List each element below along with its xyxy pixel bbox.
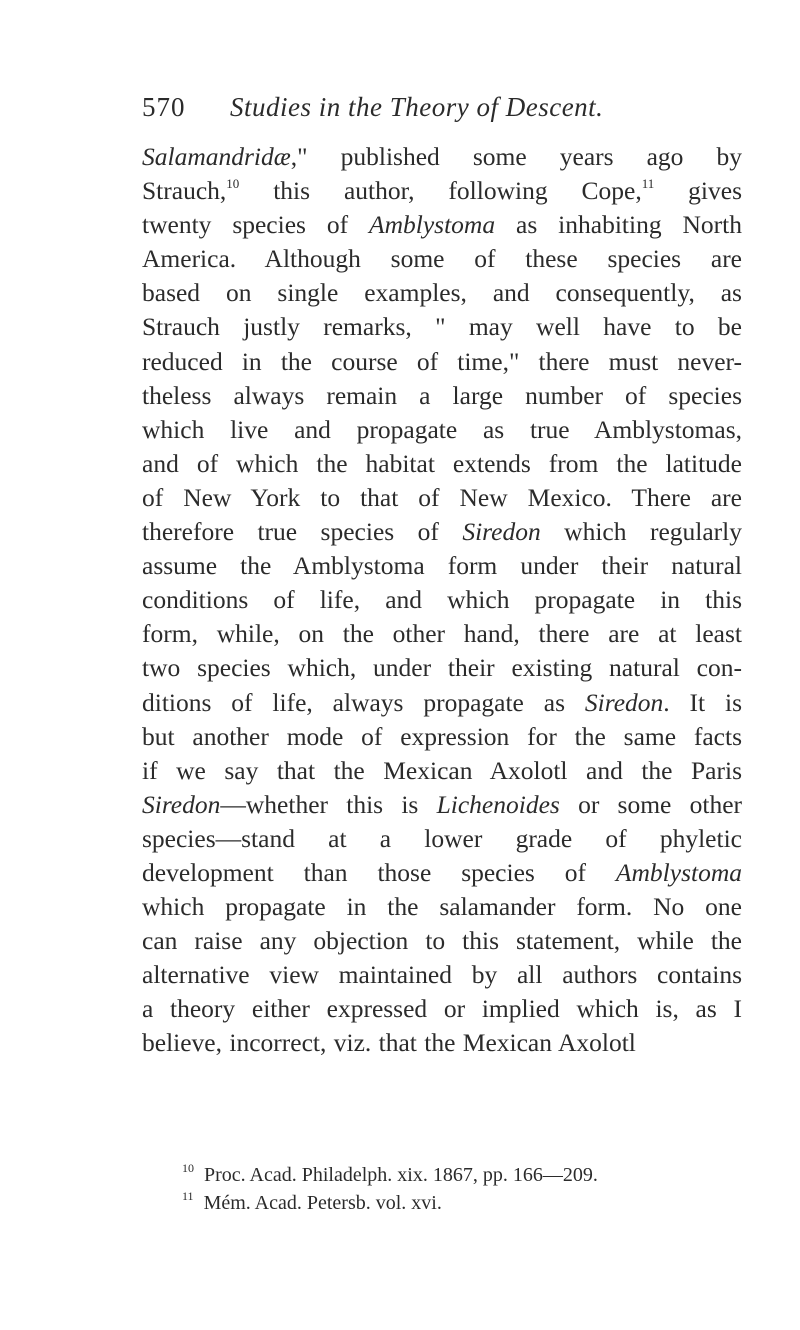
text-segment: this author, following Cope, xyxy=(239,176,642,206)
text-segment: —whether this is xyxy=(220,789,437,819)
footnote-reference: 10 xyxy=(226,176,240,192)
text-line xyxy=(142,890,742,924)
text-segment: based on single examples, and consequently, as xyxy=(142,278,742,308)
running-header xyxy=(142,92,742,132)
text-segment: ditions of life, always propagate as xyxy=(142,687,585,717)
text-segment: but another mode of expression for the same facts xyxy=(142,721,742,751)
text-line xyxy=(142,379,742,413)
italic-term: Salamandridæ xyxy=(142,142,291,171)
text-line xyxy=(142,242,742,276)
text-line xyxy=(142,345,742,379)
footnote-11 xyxy=(182,1189,742,1217)
footnote-reference: 11 xyxy=(641,176,655,192)
italic-term: Lichenoides xyxy=(436,789,560,819)
text-line xyxy=(142,958,742,992)
text-segment: form, while, on the other hand, there are at least xyxy=(142,619,742,649)
footnote-10 xyxy=(182,1161,742,1189)
text-line xyxy=(142,686,742,720)
text-line xyxy=(142,208,742,242)
running-title: Studies in the Theory of Descent. xyxy=(230,92,604,122)
text-segment: which regularly xyxy=(540,517,742,547)
text-segment: conditions of life, and which propagate in this xyxy=(142,585,742,615)
italic-term: Siredon xyxy=(142,789,221,819)
text-segment: America. Although some of these species are xyxy=(142,244,742,274)
body-text xyxy=(142,140,742,1061)
text-segment: as inhabiting North xyxy=(495,210,742,240)
text-line xyxy=(142,583,742,617)
text-line xyxy=(142,617,742,651)
footnote-number: 11 xyxy=(182,1189,194,1203)
footnotes xyxy=(182,1161,742,1217)
text-line xyxy=(142,788,742,822)
text-line xyxy=(142,720,742,754)
text-line xyxy=(142,651,742,685)
text-line xyxy=(142,481,742,515)
text-segment: assume the Amblystoma form under their natural xyxy=(142,551,742,581)
text-segment: . It is xyxy=(663,687,742,717)
text-segment: Strauch, xyxy=(142,176,227,206)
text-segment: twenty species of xyxy=(142,210,370,240)
text-segment: two species which, under their existing natural con- xyxy=(142,653,742,683)
text-line xyxy=(142,140,742,174)
italic-term: Siredon xyxy=(462,517,541,547)
text-segment: and of which the habitat extends from the latitude xyxy=(142,448,742,478)
text-segment: of New York to that of New Mexico. There are xyxy=(142,482,742,512)
footnote-text: Proc. Acad. Philadelph. xix. 1867, pp. 166—209. xyxy=(204,1164,598,1186)
footnote-number: 10 xyxy=(182,1161,194,1175)
italic-term: Amblystoma xyxy=(615,857,742,887)
page-number: 570 xyxy=(142,92,186,122)
text-segment: reduced in the course of time," there must never- xyxy=(142,346,742,376)
text-segment: published some years ago by xyxy=(307,142,742,171)
text-segment: can raise any objection to this statement, while the xyxy=(142,926,742,956)
text-segment: which live and propagate as true Amblystomas, xyxy=(142,414,742,444)
text-line xyxy=(142,310,742,344)
text-segment: alternative view maintained by all authors contains xyxy=(142,960,742,990)
text-line xyxy=(142,822,742,856)
footnote-text: Mém. Acad. Petersb. vol. xvi. xyxy=(203,1192,442,1214)
text-segment: if we say that the Mexican Axolotl and the Paris xyxy=(142,755,742,785)
text-segment: which propagate in the salamander form. No one xyxy=(142,892,742,922)
italic-term: Amblystoma xyxy=(369,210,496,240)
text-segment: therefore true species of xyxy=(142,517,463,547)
text-line xyxy=(142,924,742,958)
italic-term: Siredon xyxy=(584,687,664,717)
text-segment: gives xyxy=(654,176,742,206)
text-line xyxy=(142,174,742,208)
text-line xyxy=(142,549,742,583)
text-line xyxy=(142,276,742,310)
text-line xyxy=(142,413,742,447)
text-segment: theless always remain a large number of species xyxy=(142,380,742,410)
text-segment: a theory either expressed or implied which is, as I xyxy=(142,994,742,1024)
text-line xyxy=(142,992,742,1026)
text-segment: Strauch justly remarks, " may well have to be xyxy=(142,312,742,342)
text-segment: ," xyxy=(290,142,308,171)
text-line xyxy=(142,515,742,549)
text-line xyxy=(142,1026,742,1060)
text-line xyxy=(142,856,742,890)
text-segment: species—stand at a lower grade of phyletic xyxy=(142,823,742,853)
text-segment: or some other xyxy=(559,789,743,819)
text-segment: development than those species of xyxy=(142,857,616,887)
text-line xyxy=(142,447,742,481)
text-segment: believe, incorrect, viz. that the Mexican Axolotl xyxy=(142,1028,636,1058)
text-line xyxy=(142,754,742,788)
